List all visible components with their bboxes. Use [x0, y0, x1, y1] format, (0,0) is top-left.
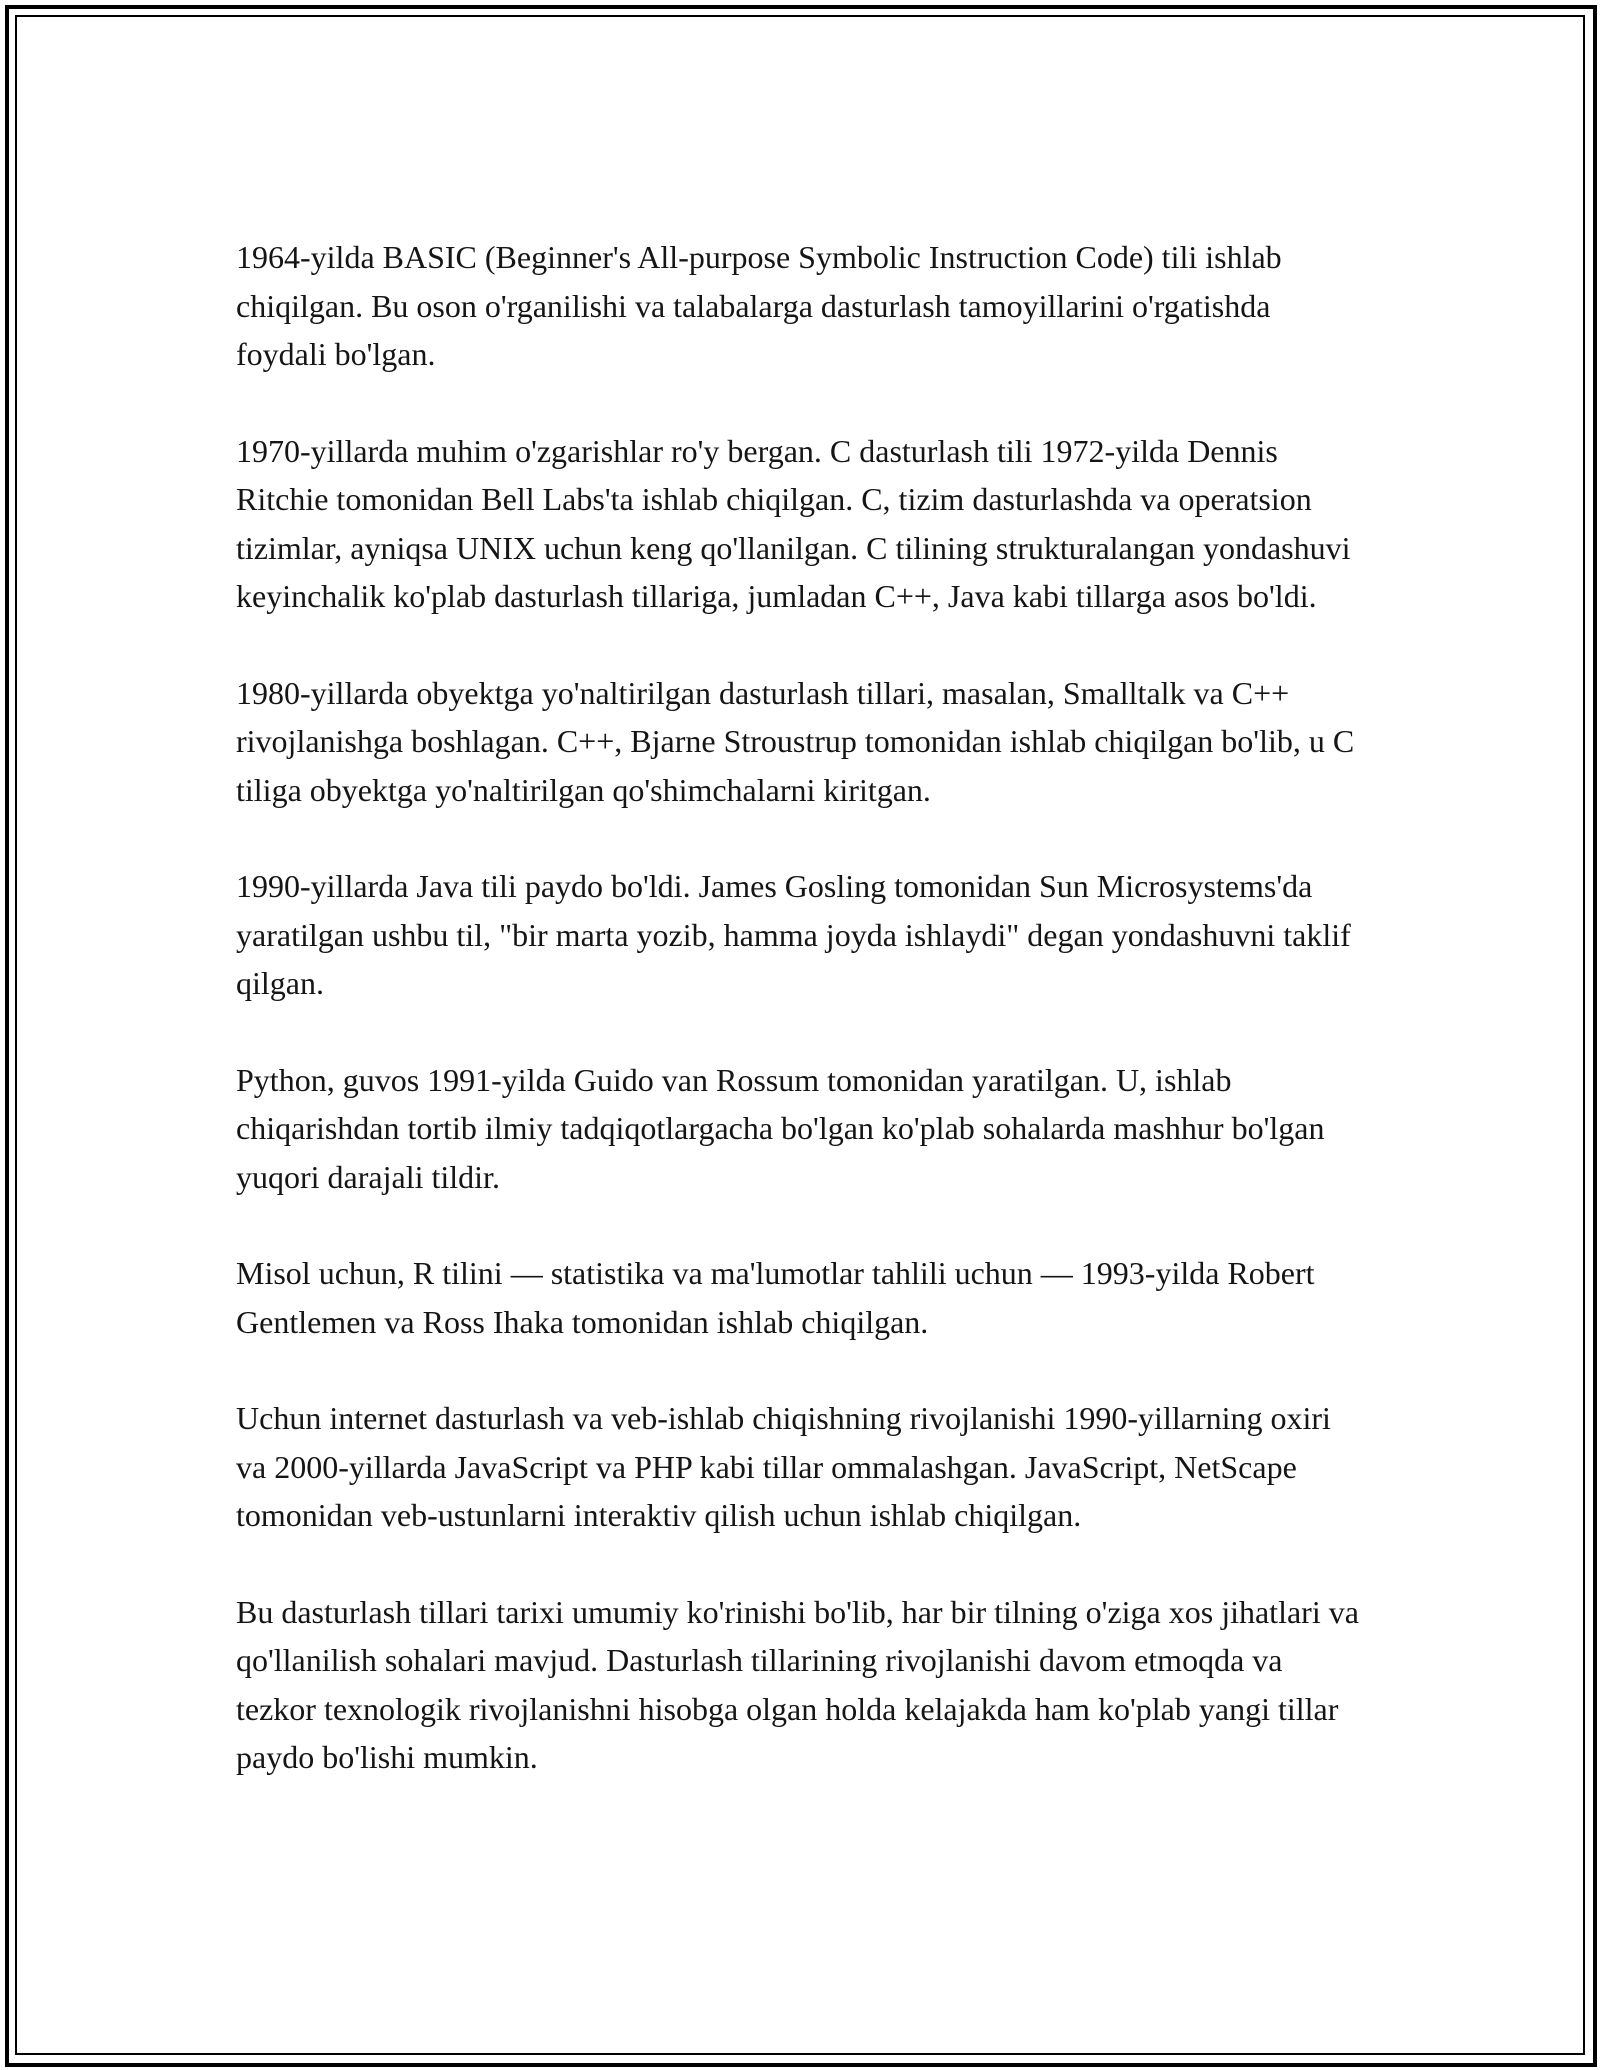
paragraph-java: 1990-yillarda Java tili paydo bo'ldi. James Gosling tomonidan Sun Microsystems'da yaratilgan ushbu til, "bir marta yozib, hamma joyda ishlaydi" degan yondashuvni taklif qilgan.	[236, 868, 1351, 1001]
paragraph-web-languages: Uchun internet dasturlash va veb-ishlab chiqishning rivojlanishi 1990-yillarning oxiri va 2000-yillarda JavaScript va PHP kabi tillar ommalashgan. JavaScript, NetScape tomonidan veb-ustunlarni interaktiv qilish uchun ishlab chiqilgan.	[236, 1400, 1331, 1533]
paragraph-python: Python, guvos 1991-yilda Guido van Rossum tomonidan yaratilgan. U, ishlab chiqarishdan tortib ilmiy tadqiqotlargacha bo'lgan ko'plab sohalarda mashhur bo'lgan yuqori darajali tildir.	[236, 1061, 1325, 1195]
document-body	[236, 233, 1364, 1782]
paragraph-basic: 1964-yilda BASIC (Beginner's All-purpose Symbolic Instruction Code) tili ishlab chiqilgan. Bu oson o'rganilishi va talabalarga dasturlash tamoyillarini o'rgatishda foydali bo'lgan.	[236, 239, 1282, 372]
paragraph-r-language: Misol uchun, R tilini — statistika va ma'lumotlar tahlili uchun — 1993-yilda Robert Gentlemen va Ross Ihaka tomonidan ishlab chiqilgan.	[236, 1255, 1315, 1340]
paragraph-c-language: 1970-yillarda muhim o'zgarishlar ro'y bergan. C dasturlash tili 1972-yilda Dennis Ritchie tomonidan Bell Labs'ta ishlab chiqilgan. C, tizim dasturlashda va operatsion tizimlar, ayniqsa UNIX uchun keng qo'llanilgan. C tilining strukturalangan yondashuvi keyinchalik ko'plab dasturlash tillariga, jumladan C++, Java kabi tillarga asos bo'ldi.	[236, 432, 1351, 614]
paragraph-oop-languages: 1980-yillarda obyektga yo'naltirilgan dasturlash tillari, masalan, Smalltalk va C++ rivojlanishga boshlagan. C++, Bjarne Stroustrup tomonidan ishlab chiqilgan bo'lib, u C tiliga obyektga yo'naltirilgan qo'shimchalarni kiritgan.	[236, 674, 1355, 808]
paragraph-conclusion: Bu dasturlash tillari tarixi umumiy ko'rinishi bo'lib, har bir tilning o'ziga xos jihatlari va qo'llanilish sohalari mavjud. Dasturlash tillarining rivojlanishi davom etmoqda va tezkor texnologik rivojlanishni hisobga olgan holda kelajakda ham ko'plab yangi tillar paydo bo'lishi mumkin.	[236, 1593, 1359, 1775]
